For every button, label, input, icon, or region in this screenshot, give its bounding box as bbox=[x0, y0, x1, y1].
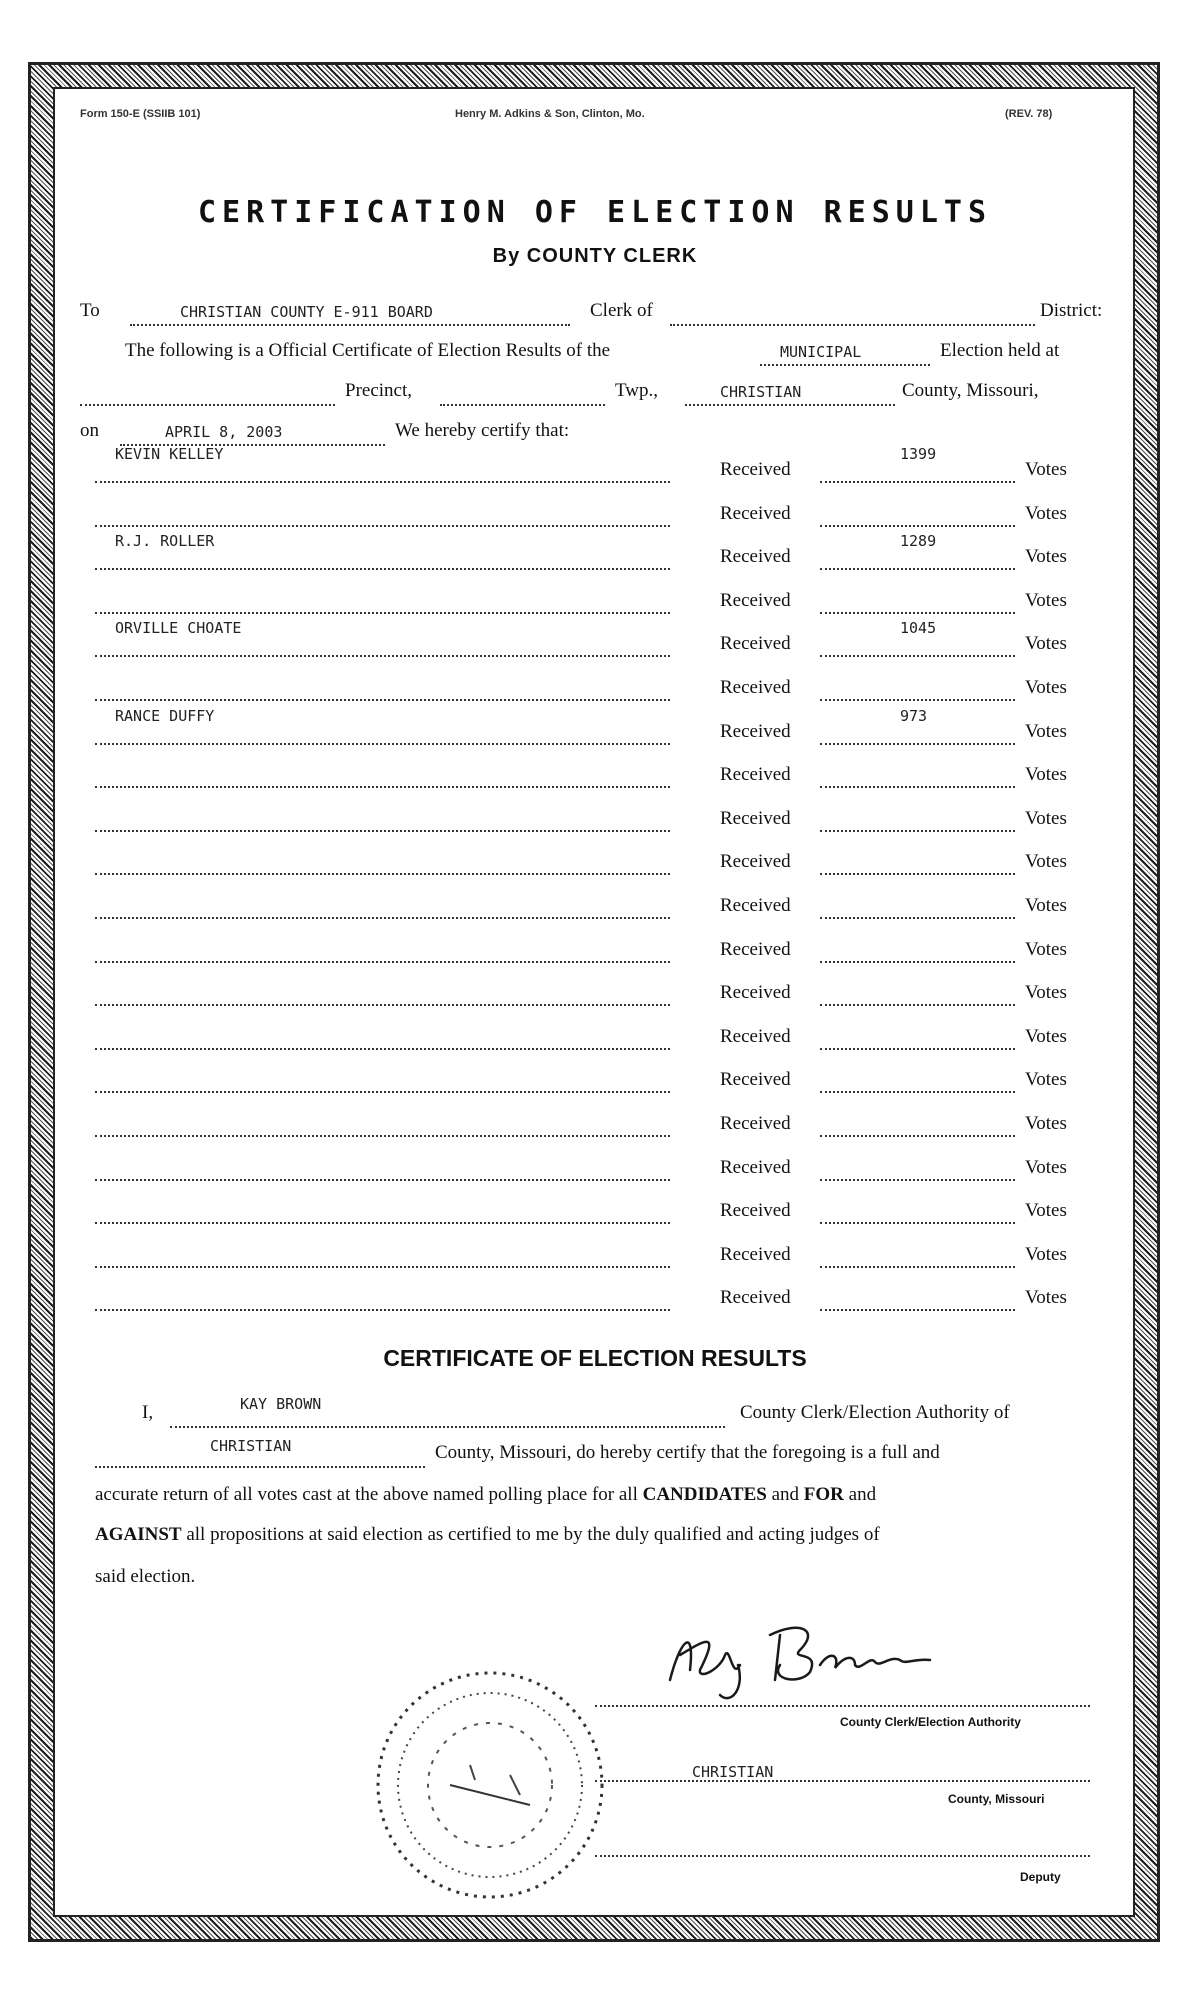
vote-count-line bbox=[820, 851, 1015, 875]
candidate-name: KEVIN KELLEY bbox=[115, 445, 224, 463]
votes-label: Votes bbox=[1025, 982, 1067, 1004]
candidate-name-line bbox=[95, 939, 670, 963]
clerk-of-label: Clerk of bbox=[590, 300, 653, 321]
candidate-name-line bbox=[95, 982, 670, 1006]
vote-count-line bbox=[820, 590, 1015, 614]
received-label: Received bbox=[720, 1200, 791, 1222]
received-label: Received bbox=[720, 459, 791, 480]
county-missouri-label: County, Missouri, bbox=[902, 380, 1039, 401]
signature-county-value: CHRISTIAN bbox=[692, 1763, 774, 1781]
cert-body-2 bbox=[95, 1484, 876, 1506]
candidate-name-line bbox=[95, 1069, 670, 1093]
votes-label: Votes bbox=[1025, 1025, 1067, 1047]
clerk-name-value: KAY BROWN bbox=[240, 1395, 322, 1413]
candidate-name-line bbox=[95, 677, 670, 701]
received-label: Received bbox=[720, 895, 791, 916]
received-label: Received bbox=[720, 1113, 791, 1134]
signature-image bbox=[650, 1610, 950, 1700]
received-label: Received bbox=[720, 633, 791, 655]
received-label: Received bbox=[720, 720, 791, 742]
cert-county-value: CHRISTIAN bbox=[210, 1437, 292, 1455]
vote-count: 1399 bbox=[900, 445, 937, 463]
candidate-name-line bbox=[95, 1244, 670, 1268]
received-label: Received bbox=[720, 938, 791, 960]
candidate-name-line bbox=[95, 1200, 670, 1224]
received-label: Received bbox=[720, 807, 791, 829]
received-label: Received bbox=[720, 1025, 791, 1047]
received-label: Received bbox=[720, 1287, 791, 1309]
county-value: CHRISTIAN bbox=[720, 383, 802, 401]
on-label: on bbox=[80, 420, 99, 441]
to-label: To bbox=[80, 300, 100, 321]
printer-credit: Henry M. Adkins & Son, Clinton, Mo. bbox=[455, 108, 645, 120]
document-subtitle: By COUNTY CLERK bbox=[492, 245, 698, 267]
candidate-name-line bbox=[95, 1113, 670, 1137]
received-label: Received bbox=[720, 677, 791, 698]
votes-label: Votes bbox=[1025, 502, 1067, 524]
county-signature-line bbox=[595, 1780, 1090, 1782]
vote-count-line bbox=[820, 895, 1015, 919]
vote-count-line bbox=[820, 503, 1015, 527]
vote-count-line bbox=[820, 1026, 1015, 1050]
vote-count-line bbox=[820, 1287, 1015, 1311]
district-label: District: bbox=[1040, 300, 1103, 321]
election-held-at-label: Election held at bbox=[940, 340, 1060, 361]
candidate-name-line bbox=[95, 764, 670, 788]
following-text: The following is a Official Certificate of Election Results of the bbox=[125, 340, 611, 361]
date-value: APRIL 8, 2003 bbox=[165, 423, 283, 441]
received-label: Received bbox=[720, 1069, 791, 1091]
votes-label: Votes bbox=[1025, 720, 1067, 742]
received-label: Received bbox=[720, 1243, 791, 1265]
vote-count-line bbox=[820, 808, 1015, 832]
authority-of-text: County Clerk/Election Authority of bbox=[740, 1402, 1010, 1423]
votes-label: Votes bbox=[1025, 764, 1067, 786]
vote-count: 1045 bbox=[900, 619, 937, 638]
cert-body-3 bbox=[95, 1524, 880, 1546]
received-label: Received bbox=[720, 502, 791, 524]
to-value: CHRISTIAN COUNTY E-911 BOARD bbox=[180, 303, 433, 321]
received-label: Received bbox=[720, 546, 791, 568]
deputy-line bbox=[595, 1855, 1090, 1857]
document-title: CERTIFICATION OF ELECTION RESULTS bbox=[197, 195, 993, 230]
received-label: Received bbox=[720, 589, 791, 611]
votes-label: Votes bbox=[1025, 1156, 1067, 1178]
vote-count-line bbox=[820, 1069, 1015, 1093]
i-label: I, bbox=[142, 1402, 154, 1423]
votes-label: Votes bbox=[1025, 1069, 1067, 1091]
candidate-name-line bbox=[95, 895, 670, 919]
cert-and: and bbox=[766, 1484, 804, 1505]
votes-label: Votes bbox=[1025, 895, 1067, 916]
vote-count-line bbox=[820, 1244, 1015, 1268]
votes-label: Votes bbox=[1025, 938, 1067, 960]
revision-number: (REV. 78) bbox=[1005, 108, 1053, 120]
votes-label: Votes bbox=[1025, 1200, 1067, 1222]
candidate-name: RANCE DUFFY bbox=[115, 706, 215, 725]
candidate-name-line bbox=[95, 1287, 670, 1311]
cert-for: FOR bbox=[803, 1484, 844, 1505]
cert-body-2-a: accurate return of all votes cast at the above named polling place for all bbox=[95, 1484, 643, 1505]
cert-and-2: and bbox=[843, 1484, 877, 1505]
embossed-seal-image bbox=[360, 1655, 620, 1915]
vote-count: 973 bbox=[900, 706, 928, 725]
votes-label: Votes bbox=[1025, 546, 1067, 568]
votes-label: Votes bbox=[1025, 807, 1067, 829]
cert-body-1: County, Missouri, do hereby certify that the foregoing is a full and bbox=[435, 1442, 940, 1463]
signature-line bbox=[595, 1705, 1090, 1707]
votes-label: Votes bbox=[1025, 459, 1067, 480]
received-label: Received bbox=[720, 1156, 791, 1178]
election-type-value: MUNICIPAL bbox=[780, 343, 862, 361]
received-label: Received bbox=[720, 982, 791, 1004]
caption-authority: County Clerk/Election Authority bbox=[840, 1715, 1021, 1729]
vote-count-line bbox=[820, 1200, 1015, 1224]
candidate-name-line bbox=[95, 851, 670, 875]
caption-deputy: Deputy bbox=[1020, 1870, 1061, 1884]
votes-label: Votes bbox=[1025, 1287, 1067, 1309]
votes-label: Votes bbox=[1025, 677, 1067, 698]
cert-against: AGAINST bbox=[95, 1524, 182, 1545]
twp-label: Twp., bbox=[615, 380, 659, 401]
clerk-of-field-line bbox=[670, 302, 1035, 326]
twp-field-line bbox=[440, 382, 605, 406]
vote-count-line bbox=[820, 677, 1015, 701]
vote-count: 1289 bbox=[900, 532, 937, 551]
candidate-name-line bbox=[95, 1157, 670, 1181]
vote-count-line bbox=[820, 764, 1015, 788]
received-label: Received bbox=[720, 764, 791, 786]
vote-count-line bbox=[820, 982, 1015, 1006]
candidate-name: R.J. ROLLER bbox=[115, 532, 215, 551]
precinct-field-line bbox=[80, 382, 335, 406]
cert-body-4: said election. bbox=[95, 1566, 196, 1587]
certificate-title: CERTIFICATE OF ELECTION RESULTS bbox=[383, 1345, 807, 1371]
caption-county: County, Missouri bbox=[948, 1792, 1045, 1806]
candidate-name: ORVILLE CHOATE bbox=[115, 619, 242, 638]
received-label: Received bbox=[720, 851, 791, 873]
vote-count-line bbox=[820, 1113, 1015, 1137]
certify-text: We hereby certify that: bbox=[395, 420, 570, 441]
vote-count-line bbox=[820, 939, 1015, 963]
cert-candidates: CANDIDATES bbox=[642, 1484, 767, 1505]
candidate-name-line bbox=[95, 808, 670, 832]
votes-label: Votes bbox=[1025, 851, 1067, 873]
candidate-name-line bbox=[95, 590, 670, 614]
form-number: Form 150-E (SSIIB 101) bbox=[80, 108, 201, 120]
certificate-sheet bbox=[60, 100, 1130, 1910]
cert-body-3-b: all propositions at said election as certified to me by the duly qualified and acting judges of bbox=[181, 1524, 880, 1545]
votes-label: Votes bbox=[1025, 589, 1067, 611]
votes-label: Votes bbox=[1025, 1243, 1067, 1265]
precinct-label: Precinct, bbox=[345, 380, 413, 401]
votes-label: Votes bbox=[1025, 1113, 1067, 1134]
vote-count-line bbox=[820, 1157, 1015, 1181]
candidate-name-line bbox=[95, 1026, 670, 1050]
candidate-name-line bbox=[95, 503, 670, 527]
votes-label: Votes bbox=[1025, 633, 1067, 655]
